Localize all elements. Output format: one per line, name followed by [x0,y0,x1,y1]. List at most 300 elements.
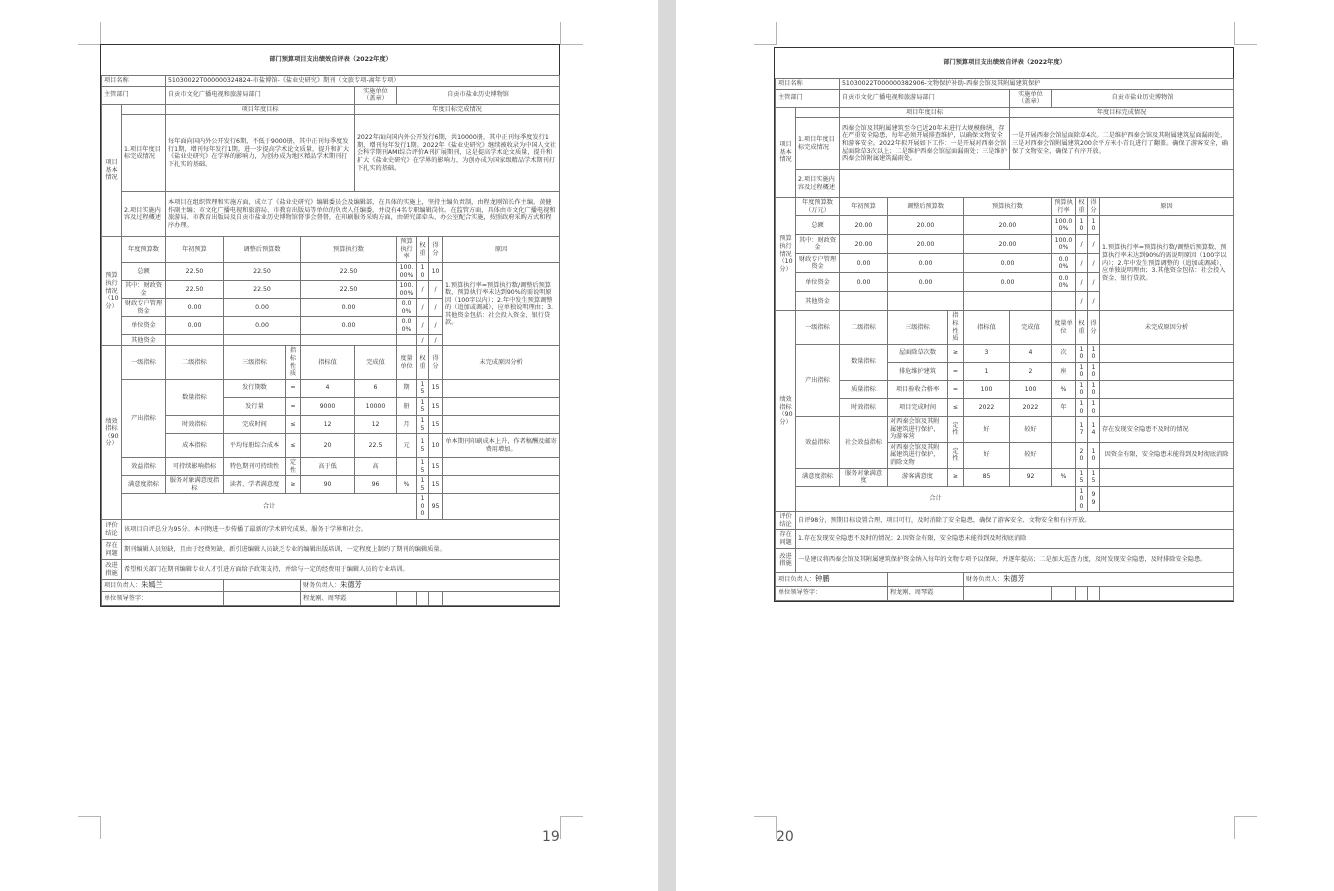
perf-score: 15 [429,379,443,397]
perf-op: ≥ [948,344,964,362]
perf-op: = [948,362,964,380]
budget-rate: 0.00% [1052,254,1076,273]
r2-label: 2.项目实施内容及过程概述 [122,192,166,237]
table-row [102,379,560,397]
perf-score: 15 [429,415,443,433]
perf-header: 未完成原因分析 [443,346,560,379]
perf-l3: 读者、学者满意度 [224,476,286,494]
perf-l2: 服务对象满意度 [840,468,888,486]
budget-adj: 0.00 [888,273,964,292]
perf-op: ≤ [948,399,964,417]
dept-label: 主管部门 [102,86,166,104]
budget-header: 得分 [1088,198,1100,216]
r1-done: 2022年面向国内外公开发行6期，共10000册，其中正刊每季度发行1期，增刊每年发行1期。2022年《盐业史研究》继续被收录为中国人文社会科学期刊AMI综合评价A刊扩展期刊，这是提高学术论文质量，提升和扩大《盐业史研究》在学界的影响力，为创办成为国家级精品学术期刊打下扎实的基础。 [355,115,560,192]
budget-header: 年初预算 [166,237,224,263]
perf-op: ≤ [286,434,301,458]
budget-exec: 0.00 [301,317,397,335]
budget-rate: 0.00% [1052,273,1076,292]
budget-row-name: 财政专户管理资金 [796,254,840,273]
perf-weight: 10 [1076,380,1088,398]
perf-score: 10 [429,434,443,458]
budget-header: 预算执行数 [301,237,397,263]
table-row [102,434,560,458]
perf-weight: 15 [1076,468,1088,486]
budget-header: 得分 [429,237,443,263]
eval-text: 该项目自评总分为95分。本刊物进一步传播了最新的学术研究成果，服务于学界和社会。 [122,520,560,540]
document-page-20 [676,0,1334,891]
budget-row-name: 单位资金 [796,273,840,292]
perf-l2: 数量指标 [166,379,224,415]
perf-header: 指标值 [301,346,355,379]
budget-exec: 20.00 [964,235,1052,254]
unit-label: 单位领导签字： [102,591,224,605]
perf-weight: 10 [1076,362,1088,380]
page-number: 19 [542,829,560,845]
perf-score: 15 [429,458,443,476]
perf-score: 14 [1088,417,1100,443]
budget-header: 权重 [1076,198,1088,216]
eval-label: 评价结论 [776,512,796,530]
budget-label: 预算执行情况（10分） [102,237,122,346]
table-row [776,468,1234,486]
total-score: 99 [1088,486,1100,512]
perf-weight: 17 [1076,417,1088,443]
budget-score: 10 [429,262,443,280]
year-done-label: 年度目标完成情况 [355,104,560,115]
budget-score: / [1088,235,1100,254]
perf-unit: % [397,476,417,494]
budget-weight: / [417,335,429,346]
r1-done: 一是开展西秦会馆屋面除草4次。二是维护西秦会馆及其附属建筑屋面漏雨处，三是对西秦会馆附属建筑200余平方米小青瓦进行了翻盖。确保了游客安全，确保了文物安全，确保了有序开放。 [1010,118,1234,170]
perf-value: 好 [964,442,1010,468]
perf-op: = [286,379,301,397]
perf-weight: 20 [1076,442,1088,468]
perf-note: 单本期刊印刷成本上升，作者稿酬及邮寄费用增加。 [443,434,560,458]
budget-init: 0.00 [166,299,224,317]
unit-name: 程龙刚、周琴霞 [301,591,397,605]
budget-rate: 100.00% [397,262,417,280]
perf-header: 一级指标 [122,346,166,379]
budget-row-name: 其中：财政资金 [122,281,166,299]
perf-value: 1 [964,362,1010,380]
perf-unit: 月 [397,415,417,433]
perf-l3: 平均每册综合成本 [224,434,286,458]
perf-weight: 15 [417,434,429,458]
perf-op: 定性 [948,442,964,468]
issue-text: 期刊编辑人员短缺，且由于经费短缺，新引进编辑人员缺乏专业的编辑出版培训，一定程度上制约了期刊的编辑质量。 [122,540,560,560]
perf-done: 4 [1010,344,1052,362]
impl-label: 实施单位（盖章） [355,86,397,104]
perf-done: 22.5 [355,434,397,458]
total-label: 合计 [122,494,417,520]
dept: 自贡市文化广播电视和旅游局部门 [840,89,1010,107]
budget-score: / [1088,292,1100,311]
budget-row-name: 总额 [122,262,166,280]
project-name: 51030022T000000324824-市盐博馆-《盐业史研究》期刊（文旅专项-离年专项） [166,76,560,87]
perf-done: 10000 [355,397,397,415]
perf-label: 绩效指标（90分） [102,346,122,520]
perf-value: 20 [301,434,355,458]
eval-label: 评价结论 [102,520,122,540]
perf-unit [397,458,417,476]
budget-adj: 22.50 [224,262,301,280]
budget-score: / [429,317,443,335]
budget-init: 22.50 [166,281,224,299]
budget-init: 0.00 [840,254,888,273]
perf-note: 因资金有限，安全隐患未能得到及时彻底消除 [1100,442,1234,468]
crop-mark [560,816,583,839]
perf-weight: 15 [417,458,429,476]
total-weight: 100 [417,494,429,520]
perf-done: 92 [1010,468,1052,486]
perf-value: 4 [301,379,355,397]
budget-score: / [1088,254,1100,273]
r1-target: 每年面向国内外公开发行6期，不低于9000册，其中正刊每季度发行1期，增刊每年发行1期。进一步提高学术论文质量，提升和扩大《盐业史研究》在学界的影响力，为创办成为地区精品学术期刊打下扎实的基础。 [166,115,355,192]
perf-unit: % [1052,468,1076,486]
budget-rate: 100.00% [397,281,417,299]
perf-header: 权重 [1076,311,1088,344]
fix-label: 改进措施 [102,560,122,580]
perf-header: 未完成原因分析 [1100,311,1234,344]
budget-rate: 0.00% [397,317,417,335]
budget-weight: / [1076,254,1088,273]
perf-unit: 元 [397,434,417,458]
crop-mark [78,816,101,839]
perf-header: 度量单位 [1052,311,1076,344]
budget-exec: 0.00 [301,299,397,317]
perf-l3: 排危维护建筑 [888,362,948,380]
impl: 自贡市盐业历史博物馆 [397,86,560,104]
budget-exec: 22.50 [301,262,397,280]
perf-l3: 发行量 [224,397,286,415]
perf-unit: % [1052,380,1076,398]
perf-score: 10 [1088,344,1100,362]
budget-header: 调整后预算数 [224,237,301,263]
budget-weight: 10 [1076,216,1088,235]
perf-op: ≥ [948,468,964,486]
evaluation-table [100,44,560,607]
perf-l3: 屋面除草次数 [888,344,948,362]
year-done-label: 年度目标完成情况 [1010,107,1234,118]
perf-l2: 社会效益指标 [840,417,888,468]
issue-text: 1.存在发现安全隐患不及时的情况；2.因资金有限，安全隐患未能得到及时彻底消除 [796,530,1234,548]
perf-header: 度量单位 [397,346,417,379]
page-number: 20 [776,829,794,845]
eval-text: 自评98分，预期目标设置合理，项目可行，及时消除了安全隐患，确保了游客安全、文物安全和有序开放。 [796,512,1234,530]
r2-label: 2.项目实施内容及过程概述 [796,170,840,198]
budget-weight: / [417,281,429,299]
perf-header: 得分 [1088,311,1100,344]
r1-target: 西秦会馆及其附属建筑至今已近20年未进行大规模修缮，存在严重安全隐患，每年必须开展排查维护，以确保文物安全和游客安全。2022年拟开展如下工作：一是开展对西秦会馆屋面除草3次以上；二是维护西秦会馆屋面漏雨处；三是维护西秦会馆附属建筑漏雨处。 [840,118,1010,170]
crop-mark [1234,816,1257,839]
budget-row-name: 总额 [796,216,840,235]
perf-l3: 对西秦会馆及其附属建筑进行保护，为游客营 [888,417,948,443]
budget-header: 年初预算 [840,198,888,216]
budget-reason: 1.预算执行率=预算执行数/调整后预算数，预算执行率未达到90%的需说明原因（100字以内）；2.年中发生预算调整的（追加或调减），应单独说明理由；3.其他资金包括：社会投入资金、银行贷款。 [1100,216,1234,311]
perf-l2: 服务对象满意度指标 [166,476,224,494]
budget-row-name: 财政专户管理资金 [122,299,166,317]
perf-done: 较好 [1010,442,1052,468]
r2-text [840,170,1234,198]
table-title: 部门预算项目支出绩效自评表（2022年度） [776,48,1234,79]
perf-done: 96 [355,476,397,494]
perf-done: 较好 [1010,417,1052,443]
leader-label: 项目负责人： [104,582,142,589]
table-row [102,476,560,494]
unit-label: 单位领导签字： [776,586,888,600]
table-row [776,344,1234,362]
perf-score: 10 [1088,380,1100,398]
perf-value: 85 [964,468,1010,486]
budget-header: 调整后预算数 [888,198,964,216]
perf-l1: 满意度指标 [122,476,166,494]
crop-mark [754,22,777,45]
budget-score: 10 [1088,216,1100,235]
year-target-label: 项目年度目标 [166,104,355,115]
budget-row-name: 其他资金 [796,292,840,311]
perf-unit: 册 [397,397,417,415]
perf-value: 好 [964,417,1010,443]
perf-done: 2022 [1010,399,1052,417]
budget-exec: 0.00 [964,273,1052,292]
perf-l1: 效益指标 [122,458,166,476]
fin-label: 财务负责人： [966,575,1004,583]
issue-label: 存在问题 [102,540,122,560]
fin-label: 财务负责人： [303,582,341,589]
project-name-label: 项目名称 [776,79,840,90]
budget-weight: / [1076,273,1088,292]
budget-rate: 100.00% [1052,235,1076,254]
perf-weight: 10 [1076,344,1088,362]
budget-adj: 0.00 [888,254,964,273]
perf-l3: 项目验收合格率 [888,380,948,398]
perf-l3: 特色期刊可持续性 [224,458,286,476]
budget-weight: / [1076,292,1088,311]
fix-text: 希望相关部门在期刊编辑专业人才引进方面给予政策支持，并给与一定的经费用于编辑人员的专业培训。 [122,560,560,580]
impl-label: 实施单位（盖章） [1010,89,1052,107]
table-row [776,417,1234,443]
budget-score: / [429,335,443,346]
perf-l2: 时效指标 [840,399,888,417]
fix-text: 一是建议将西秦会馆及其附属建筑保护资金纳入每年的文物专项予以保障，并逐年提高；二是加大巡查力度，及时发现安全隐患，及时排除安全隐患。 [796,548,1234,572]
budget-init: 0.00 [166,317,224,335]
document-page-19 [0,0,658,891]
perf-done: 12 [355,415,397,433]
budget-adj: 0.00 [224,317,301,335]
perf-label: 绩效指标（90分） [776,311,796,512]
project-name: 51030022T000000382906-文物保护补助-西秦会馆及其附属建筑保护 [840,79,1234,90]
perf-l3: 发行期数 [224,379,286,397]
dept: 自贡市文化广播电视和旅游局部门 [166,86,355,104]
perf-op: = [948,380,964,398]
budget-weight: / [417,299,429,317]
perf-score: 15 [1088,468,1100,486]
perf-weight: 15 [417,379,429,397]
perf-header: 三级指标 [224,346,286,379]
perf-unit: 年 [1052,399,1076,417]
perf-header: 三级指标 [888,311,948,344]
issue-label: 存在问题 [776,530,796,548]
leader-name: 钟鹏 [815,573,830,583]
perf-unit: 座 [1052,362,1076,380]
impl: 自贡市盐业历史博物馆 [1052,89,1234,107]
perf-l2: 时效指标 [166,415,224,433]
perf-unit: 次 [1052,344,1076,362]
budget-score: / [429,281,443,299]
perf-header: 权重 [417,346,429,379]
perf-op: 定性 [948,417,964,443]
dept-label: 主管部门 [776,89,840,107]
page-gutter [658,0,676,891]
total-weight: 100 [1076,486,1088,512]
budget-weight: 10 [417,262,429,280]
perf-unit: 期 [397,379,417,397]
crop-mark [1234,22,1257,45]
budget-score: / [1088,273,1100,292]
budget-init: 0.00 [840,273,888,292]
budget-header: 年度预算数（万元） [796,198,840,216]
perf-op: ≥ [286,476,301,494]
budget-adj: 22.50 [224,281,301,299]
leader-label: 项目负责人： [778,575,816,583]
perf-header: 指标性质 [948,311,964,344]
perf-unit [1052,442,1076,468]
budget-header: 权重 [417,237,429,263]
perf-l2: 质量指标 [840,380,888,398]
budget-init: 22.50 [166,262,224,280]
perf-value: 高于低 [301,458,355,476]
perf-value: 2022 [964,399,1010,417]
r1-label: 1.项目年度目标完成情况 [122,115,166,192]
budget-weight: / [1076,235,1088,254]
budget-weight: / [417,317,429,335]
crop-mark [78,22,101,45]
perf-score: 10 [1088,442,1100,468]
table-row [102,262,560,280]
perf-weight: 15 [417,476,429,494]
budget-adj: 0.00 [224,299,301,317]
budget-header: 预算执行率 [1052,198,1076,216]
evaluation-table [774,47,1234,602]
perf-l3: 游客满意度 [888,468,948,486]
fix-label: 改进措施 [776,548,796,572]
budget-exec: 0.00 [964,254,1052,273]
budget-init: 20.00 [840,216,888,235]
budget-row-name: 单位资金 [122,317,166,335]
total-label: 合计 [796,486,1076,512]
table-row [102,458,560,476]
perf-l2: 数量指标 [840,344,888,380]
unit-name: 程龙刚、周琴霞 [888,586,964,600]
perf-l2: 可持续影响指标 [166,458,224,476]
perf-score: 15 [429,476,443,494]
perf-l1: 产出指标 [122,379,166,457]
budget-row-name: 其他资金 [122,335,166,346]
perf-done: 6 [355,379,397,397]
project-name-label: 项目名称 [102,76,166,87]
perf-op: ≤ [286,415,301,433]
r2-text: 本项目在组织管理和实施方面，成立了《盐业史研究》编辑委员会及编辑部，在具体的实施上，坚持主编负责制，由程龙刚馆长作主编，黄健作副主编；市文化广播电视和旅游局、市教育出版局等单位的负责人任编委，并设有4名专职编辑岗位。在监管方面，具体由市文化广播电视和旅游局、市教育出版局及自贡市盐业历史博物馆督事会督督，在印刷服务采购方面，由研究部牵头、办公室配合实施，按照政府采购方式和程序办理。 [166,192,560,237]
budget-adj: 20.00 [888,216,964,235]
perf-header: 指标值 [964,311,1010,344]
budget-init: 20.00 [840,235,888,254]
perf-l3: 对西秦会馆及其附属建筑进行保护，消除文物 [888,442,948,468]
perf-value: 12 [301,415,355,433]
table-row [776,399,1234,417]
crop-mark [560,22,583,45]
total-score: 95 [429,494,443,520]
table-row [776,380,1234,398]
perf-header: 二级指标 [166,346,224,379]
perf-l3: 完成时间 [224,415,286,433]
perf-weight: 15 [417,397,429,415]
perf-weight: 10 [1076,399,1088,417]
perf-l2: 成本指标 [166,434,224,458]
basic-label: 项目基本情况 [102,104,122,237]
budget-header: 原因 [1100,198,1234,216]
perf-l1: 产出指标 [796,344,840,417]
perf-score: 10 [1088,399,1100,417]
budget-reason: 1.预算执行率=预算执行数/调整后预算数，预算执行率未达到90%的需说明原因（100字以内）；2.年中发生预算调整的（追加或调减），应单独说明理由；3.其他资金包括：社会投入资金、银行贷款。 [443,262,560,346]
budget-adj: 20.00 [888,235,964,254]
basic-label: 项目基本情况 [776,107,796,198]
perf-value: 100 [964,380,1010,398]
budget-rate: 100.00% [1052,216,1076,235]
table-row [776,216,1234,235]
budget-header: 预算执行率 [397,237,417,263]
budget-score: / [429,299,443,317]
leader-name: 朱嫣兰 [141,580,163,589]
perf-done: 100 [1010,380,1052,398]
fin-name: 朱德芳 [340,580,362,589]
budget-header: 原因 [443,237,560,263]
perf-header: 得分 [429,346,443,379]
perf-l3: 项目完成时间 [888,399,948,417]
perf-header: 完成值 [355,346,397,379]
perf-value: 3 [964,344,1010,362]
perf-header: 完成值 [1010,311,1052,344]
table-title: 部门预算项目支出绩效自评表（2022年度） [102,45,560,76]
perf-done: 高 [355,458,397,476]
perf-value: 90 [301,476,355,494]
table-row [102,415,560,433]
fin-name: 朱德芳 [1003,573,1025,583]
crop-mark [754,816,777,839]
perf-score: 10 [1088,362,1100,380]
budget-exec: 22.50 [301,281,397,299]
perf-score: 15 [429,397,443,415]
budget-label: 预算执行情况（10分） [776,198,796,311]
budget-rate: 0.00% [397,299,417,317]
perf-header: 二级指标 [840,311,888,344]
perf-l1: 满意度指标 [796,468,840,486]
perf-op: = [286,397,301,415]
budget-exec: 20.00 [964,216,1052,235]
perf-l1: 效益指标 [796,417,840,468]
r1-label: 1.项目年度目标完成情况 [796,118,840,170]
perf-value: 9000 [301,397,355,415]
budget-header: 预算执行数 [964,198,1052,216]
budget-row-name: 其中：财政资金 [796,235,840,254]
perf-weight: 15 [417,415,429,433]
year-target-label: 项目年度目标 [840,107,1010,118]
perf-note: 存在发现安全隐患不及时的情况 [1100,417,1234,443]
perf-op: 定性 [286,458,301,476]
perf-header: 指标性质 [286,346,301,379]
perf-unit [1052,417,1076,443]
perf-done: 2 [1010,362,1052,380]
budget-header: 年度预算数 [122,237,166,263]
